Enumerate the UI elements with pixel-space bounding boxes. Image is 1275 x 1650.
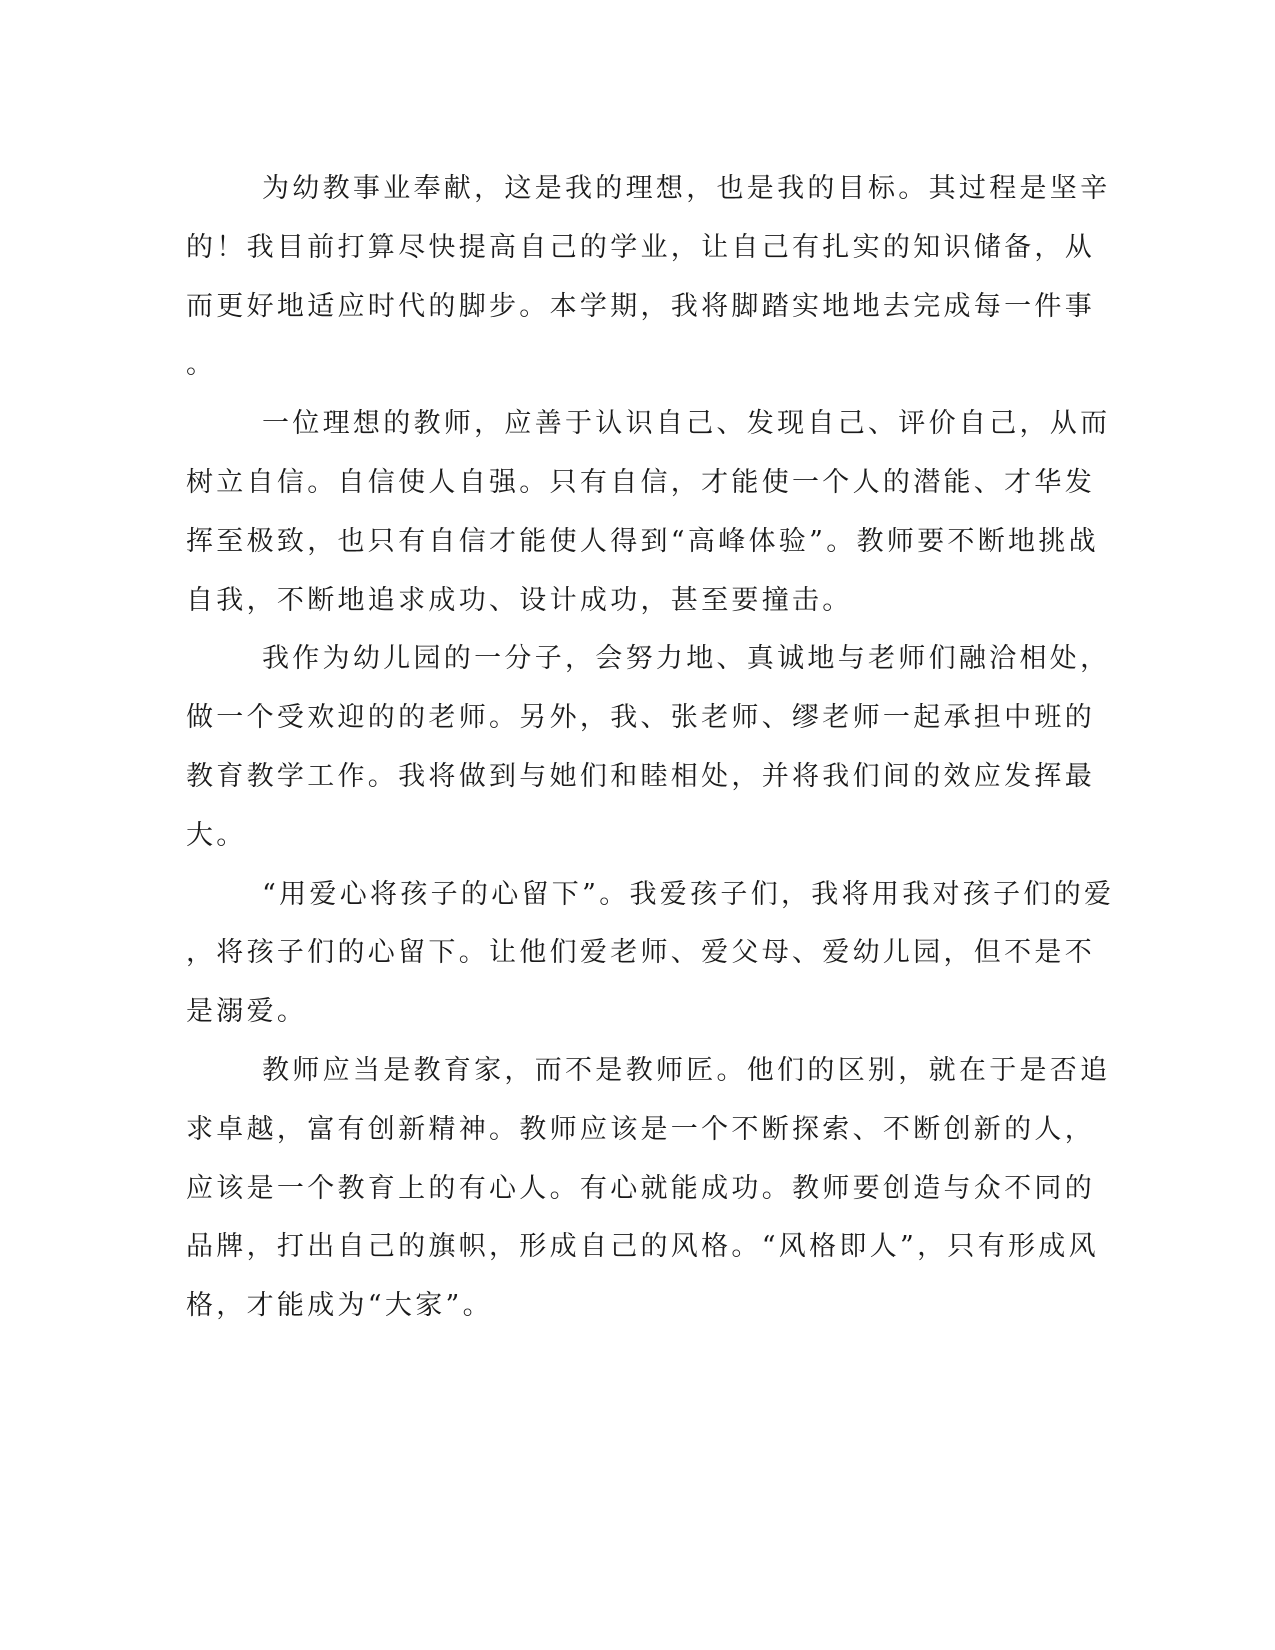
text-line: 自我，不断地追求成功、设计成功，甚至要撞击。 bbox=[186, 584, 853, 616]
text-line: 的！我目前打算尽快提高自己的学业，让自己有扎实的知识储备，从 bbox=[186, 231, 1095, 263]
paragraph-4 bbox=[186, 866, 1115, 1042]
text-line: 我作为幼儿园的一分子，会努力地、真诚地与老师们融洽相处， bbox=[262, 643, 1111, 675]
document-body bbox=[186, 160, 1115, 1336]
text-line: 挥至极致，也只有自信才能使人得到“高峰体验”。教师要不断地挑战 bbox=[186, 525, 1099, 557]
text-line: 应该是一个教育上的有心人。有心就能成功。教师要创造与众不同的 bbox=[186, 1172, 1095, 1204]
text-line: 做一个受欢迎的的老师。另外，我、张老师、缪老师一起承担中班的 bbox=[186, 702, 1095, 734]
text-line: 。 bbox=[186, 349, 217, 381]
text-line: 求卓越，富有创新精神。教师应该是一个不断探索、不断创新的人， bbox=[186, 1113, 1095, 1145]
paragraph-5 bbox=[186, 1042, 1111, 1336]
text-line: “用爱心将孩子的心留下”。我爱孩子们，我将用我对孩子们的爱 bbox=[262, 878, 1115, 910]
text-line: 教育教学工作。我将做到与她们和睦相处，并将我们间的效应发挥最 bbox=[186, 760, 1095, 792]
text-line: 而更好地适应时代的脚步。本学期，我将脚踏实地地去完成每一件事 bbox=[186, 290, 1095, 322]
text-line: ，将孩子们的心留下。让他们爱老师、爱父母、爱幼儿园，但不是不 bbox=[186, 937, 1095, 969]
text-line: 为幼教事业奉献，这是我的理想，也是我的目标。其过程是坚辛 bbox=[262, 173, 1111, 204]
text-line: 品牌，打出自己的旗帜，形成自己的风格。“风格即人”，只有形成风 bbox=[186, 1231, 1099, 1263]
paragraph-1 bbox=[186, 160, 1111, 395]
text-line: 树立自信。自信使人自强。只有自信，才能使一个人的潜能、才华发 bbox=[186, 466, 1095, 498]
text-line: 一位理想的教师，应善于认识自己、发现自己、评价自己，从而 bbox=[262, 408, 1111, 440]
paragraph-3 bbox=[186, 630, 1111, 865]
text-line: 教师应当是教育家，而不是教师匠。他们的区别，就在于是否追 bbox=[262, 1054, 1111, 1086]
text-line: 格，才能成为“大家”。 bbox=[186, 1290, 493, 1322]
text-line: 大。 bbox=[186, 819, 247, 851]
paragraph-2 bbox=[186, 395, 1111, 630]
text-line: 是溺爱。 bbox=[186, 996, 308, 1028]
